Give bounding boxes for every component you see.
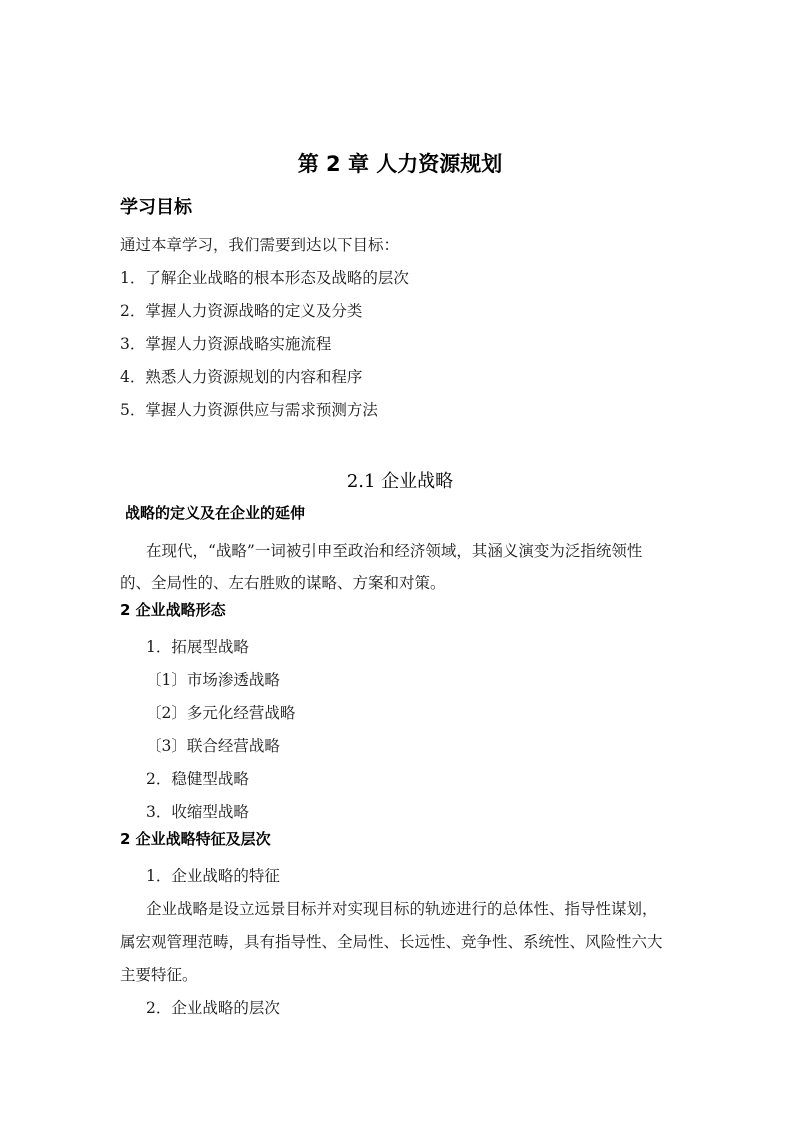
forms-item: 〔3〕联合经营战略 <box>146 737 280 755</box>
definition-paragraph-line: 在现代，“战略”一词被引申至政治和经济领域，其涵义演变为泛指统领性 <box>146 542 643 560</box>
forms-item: 〔1〕市场渗透战略 <box>146 671 280 689</box>
features-paragraph-line: 属宏观管理范畴，具有指导性、全局性、长远性、竞争性、系统性、风险性六大 <box>120 933 663 951</box>
features-paragraph-line: 主要特征。 <box>120 966 198 984</box>
forms-item: 2．稳健型战略 <box>146 770 249 788</box>
features-paragraph-line: 企业战略是设立远景目标并对实现目标的轨迹进行的总体性、指导性谋划， <box>146 900 658 918</box>
forms-heading: 2 企业战略形态 <box>120 601 226 619</box>
features-subheading: 2．企业战略的层次 <box>146 999 280 1017</box>
forms-item: 1．拓展型战略 <box>146 638 249 656</box>
learning-objectives-heading: 学习目标 <box>120 197 192 218</box>
objective-item: 2．掌握人力资源战略的定义及分类 <box>120 302 363 320</box>
objective-item: 1．了解企业战略的根本形态及战略的层次 <box>120 269 409 287</box>
definition-heading: 战略的定义及在企业的延伸 <box>125 504 306 522</box>
definition-paragraph-line: 的、全局性的、左右胜败的谋略、方案和对策。 <box>120 574 446 592</box>
objective-item: 4．熟悉人力资源规划的内容和程序 <box>120 368 363 386</box>
objective-item: 5．掌握人力资源供应与需求预测方法 <box>120 401 378 419</box>
section-title: 2.1 企业战略 <box>346 471 454 492</box>
features-heading: 2 企业战略特征及层次 <box>120 830 271 848</box>
forms-item: 3．收缩型战略 <box>146 803 249 821</box>
forms-item: 〔2〕多元化经营战略 <box>146 704 296 722</box>
features-subheading: 1．企业战略的特征 <box>146 867 280 885</box>
learning-intro: 通过本章学习，我们需要到达以下目标： <box>120 236 400 254</box>
objective-item: 3．掌握人力资源战略实施流程 <box>120 335 332 353</box>
chapter-title: 第 2 章 人力资源规划 <box>297 152 503 176</box>
